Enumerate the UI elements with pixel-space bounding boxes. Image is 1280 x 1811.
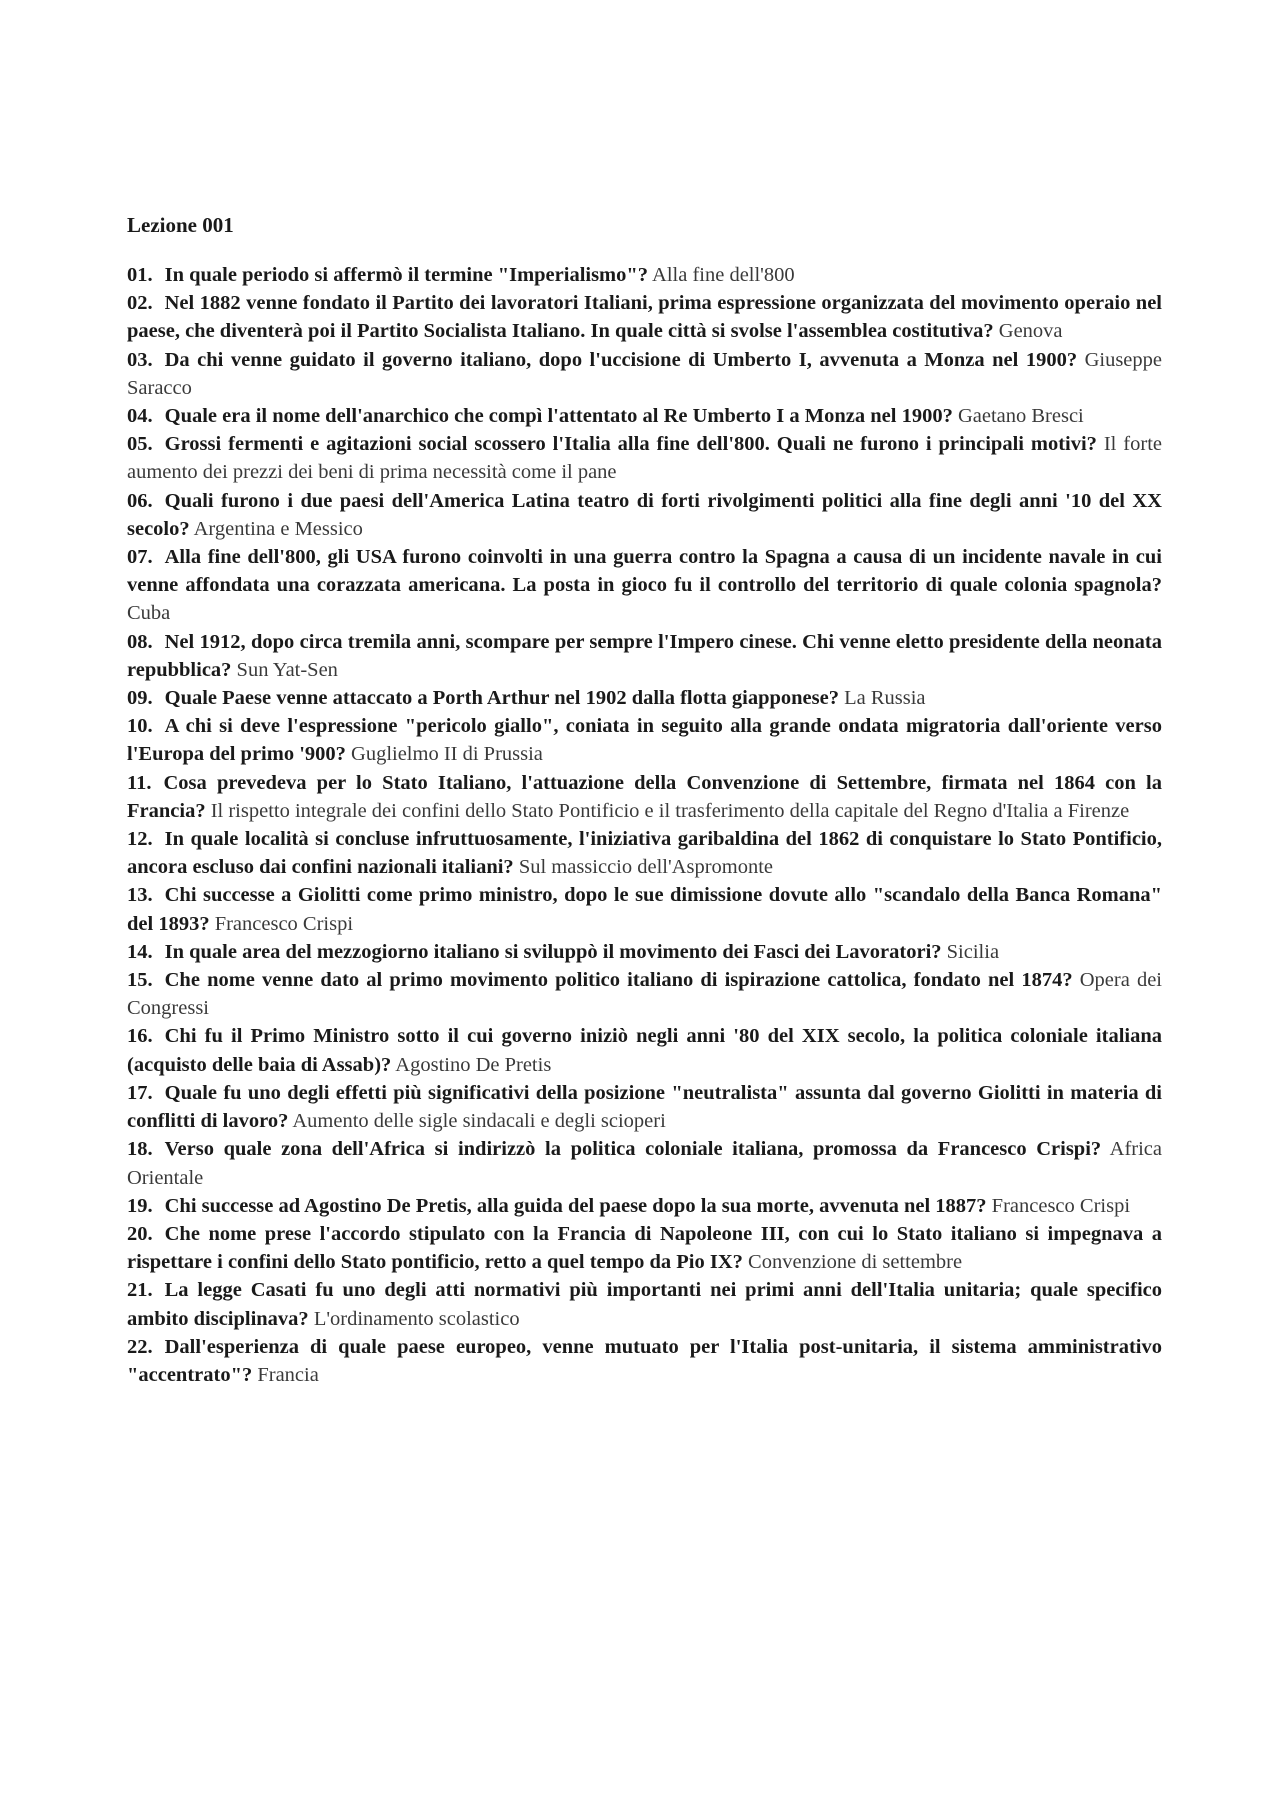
answer-text: Africa Orientale [127,1138,1162,1189]
question-text: Chi fu il Primo Ministro sotto il cui governo iniziò negli anni '80 del XIX secolo, la politica coloniale italiana (acquisto delle baia di Assab)? [127,1025,1162,1076]
answer-text: Sun Yat-Sen [236,658,338,681]
question-text: Cosa prevedeva per lo Stato Italiano, l'attuazione della Convenzione di Settembre, firmata nel 1864 con la Francia? [127,771,1162,822]
question-item [127,1079,1162,1135]
question-text: Verso quale zona dell'Africa si indirizzò la politica coloniale italiana, promossa da Francesco Crispi? [164,1138,1102,1161]
answer-text: Convenzione di settembre [748,1251,963,1274]
question-text: La legge Casati fu uno degli atti normativi più importanti nei primi anni dell'Italia unitaria; quale specifico ambito disciplinava? [127,1279,1162,1330]
question-item [127,881,1162,937]
question-item [127,1276,1162,1332]
answer-text: Genova [998,320,1063,343]
question-item [127,825,1162,881]
question-text: Quale fu uno degli effetti più significativi della posizione "neutralista" assunta dal governo Giolitti in materia di conflitti di lavoro? [127,1081,1162,1133]
question-number: 20. [127,1222,153,1245]
question-text: Chi successe ad Agostino De Pretis, alla guida del paese dopo la sua morte, avvenuta nel 1887? [164,1194,987,1217]
question-item [127,402,1162,430]
answer-text: Argentina e Messico [193,517,363,540]
question-number: 13. [127,884,153,907]
question-item [127,289,1162,345]
question-item [127,1022,1162,1078]
answer-text: Alla fine dell'800 [652,264,795,286]
answer-text: Cuba [127,602,171,625]
question-text: In quale località si concluse infruttuosamente, l'iniziativa garibaldina del 1862 di conquistare lo Stato Pontificio, ancora escluso dai confini nazionali italiani? [127,828,1162,879]
question-number: 09. [127,687,153,710]
question-item [127,1333,1162,1389]
question-number: 10. [127,715,153,738]
question-number: 01. [127,264,153,286]
question-number: 02. [127,292,153,315]
question-number: 14. [127,940,153,963]
question-item [127,966,1162,1022]
question-text: Quali furono i due paesi dell'America Latina teatro di forti rivolgimenti politici alla fine degli anni '10 del XX secolo? [127,489,1162,540]
question-item [127,712,1162,768]
answer-text: Aumento delle sigle sindacali e degli scioperi [292,1110,666,1133]
question-number: 12. [127,828,153,851]
question-number: 08. [127,630,153,653]
question-item [127,261,1162,289]
question-number: 11. [127,771,152,794]
question-text: Grossi fermenti e agitazioni social scossero l'Italia alla fine dell'800. Quali ne furono i principali motivi? [164,433,1097,456]
question-text: Che nome venne dato al primo movimento politico italiano di ispirazione cattolica, fondato nel 1874? [164,969,1073,992]
question-number: 17. [127,1081,153,1104]
answer-text: Guglielmo II di Prussia [351,743,543,766]
answer-text: Giuseppe Saracco [127,348,1162,399]
question-text: Da chi venne guidato il governo italiano, dopo l'uccisione di Umberto I, avvenuta a Monza nel 1900? [164,348,1078,371]
question-number: 15. [127,969,153,992]
answer-text: Opera dei Congressi [127,969,1162,1020]
question-item [127,1135,1162,1191]
question-item [127,346,1162,402]
question-number: 16. [127,1025,153,1048]
question-text: In quale area del mezzogiorno italiano si sviluppò il movimento dei Fasci dei Lavoratori? [164,940,942,963]
question-list [127,261,1162,1389]
question-text: Che nome prese l'accordo stipulato con la Francia di Napoleone III, con cui lo Stato italiano si impegnava a rispettare i confini dello Stato pontificio, retto a quel tempo da Pio IX? [127,1222,1162,1274]
question-item [127,684,1162,712]
question-number: 07. [127,546,153,569]
document-page [127,211,1162,1389]
question-text: In quale periodo si affermò il termine "Imperialismo"? [164,264,649,286]
answer-text: Gaetano Bresci [957,405,1084,428]
question-item [127,1192,1162,1220]
answer-text: Francia [257,1363,319,1386]
lesson-title: Lezione 001 [127,213,234,237]
question-number: 03. [127,348,153,371]
question-item [127,769,1162,825]
question-item [127,938,1162,966]
question-text: Nel 1912, dopo circa tremila anni, scompare per sempre l'Impero cinese. Chi venne eletto presidente della neonata repubblica? [127,630,1162,681]
question-text: Dall'esperienza di quale paese europeo, venne mutuato per l'Italia post-unitaria, il sistema amministrativo "accentrato"? [127,1335,1162,1386]
answer-text: L'ordinamento scolastico [313,1307,520,1330]
question-number: 21. [127,1279,153,1302]
question-number: 04. [127,405,153,428]
question-text: Quale era il nome dell'anarchico che compì l'attentato al Re Umberto I a Monza nel 1900? [164,405,953,428]
question-item [127,628,1162,684]
question-item [127,430,1162,486]
question-item [127,487,1162,543]
question-number: 06. [127,489,153,512]
answer-text: Agostino De Pretis [395,1053,552,1076]
question-number: 22. [127,1335,153,1358]
answer-text: Francesco Crispi [214,912,354,935]
question-text: Alla fine dell'800, gli USA furono coinvolti in una guerra contro la Spagna a causa di un incidente navale in cui venne affondata una corazzata americana. La posta in gioco fu il controllo del territorio di quale colonia spagnola? [127,546,1162,597]
question-item [127,1220,1162,1276]
answer-text: Il forte aumento dei prezzi dei beni di prima necessità come il pane [127,433,1162,484]
answer-text: Sul massiccio dell'Aspromonte [518,856,774,879]
answer-text: Francesco Crispi [991,1194,1131,1217]
question-text: Quale Paese venne attaccato a Porth Arthur nel 1902 dalla flotta giapponese? [164,687,839,710]
question-number: 18. [127,1138,153,1161]
answer-text: Sicilia [946,940,1000,963]
question-text: A chi si deve l'espressione "pericolo giallo", coniata in seguito alla grande ondata migratoria dall'oriente verso l'Europa del primo '900? [127,715,1162,766]
answer-text: La Russia [844,687,926,710]
question-text: Nel 1882 venne fondato il Partito dei lavoratori Italiani, prima espressione organizzata del movimento operaio nel paese, che diventerà poi il Partito Socialista Italiano. In quale città si svolse l'assemblea costitutiva? [127,292,1162,343]
answer-text: Il rispetto integrale dei confini dello Stato Pontificio e il trasferimento della capitale del Regno d'Italia a Firenze [210,799,1130,822]
question-number: 19. [127,1194,153,1217]
question-number: 05. [127,433,153,456]
question-item [127,543,1162,628]
question-text: Chi successe a Giolitti come primo ministro, dopo le sue dimissione dovute allo "scandalo della Banca Romana" del 1893? [127,884,1162,935]
